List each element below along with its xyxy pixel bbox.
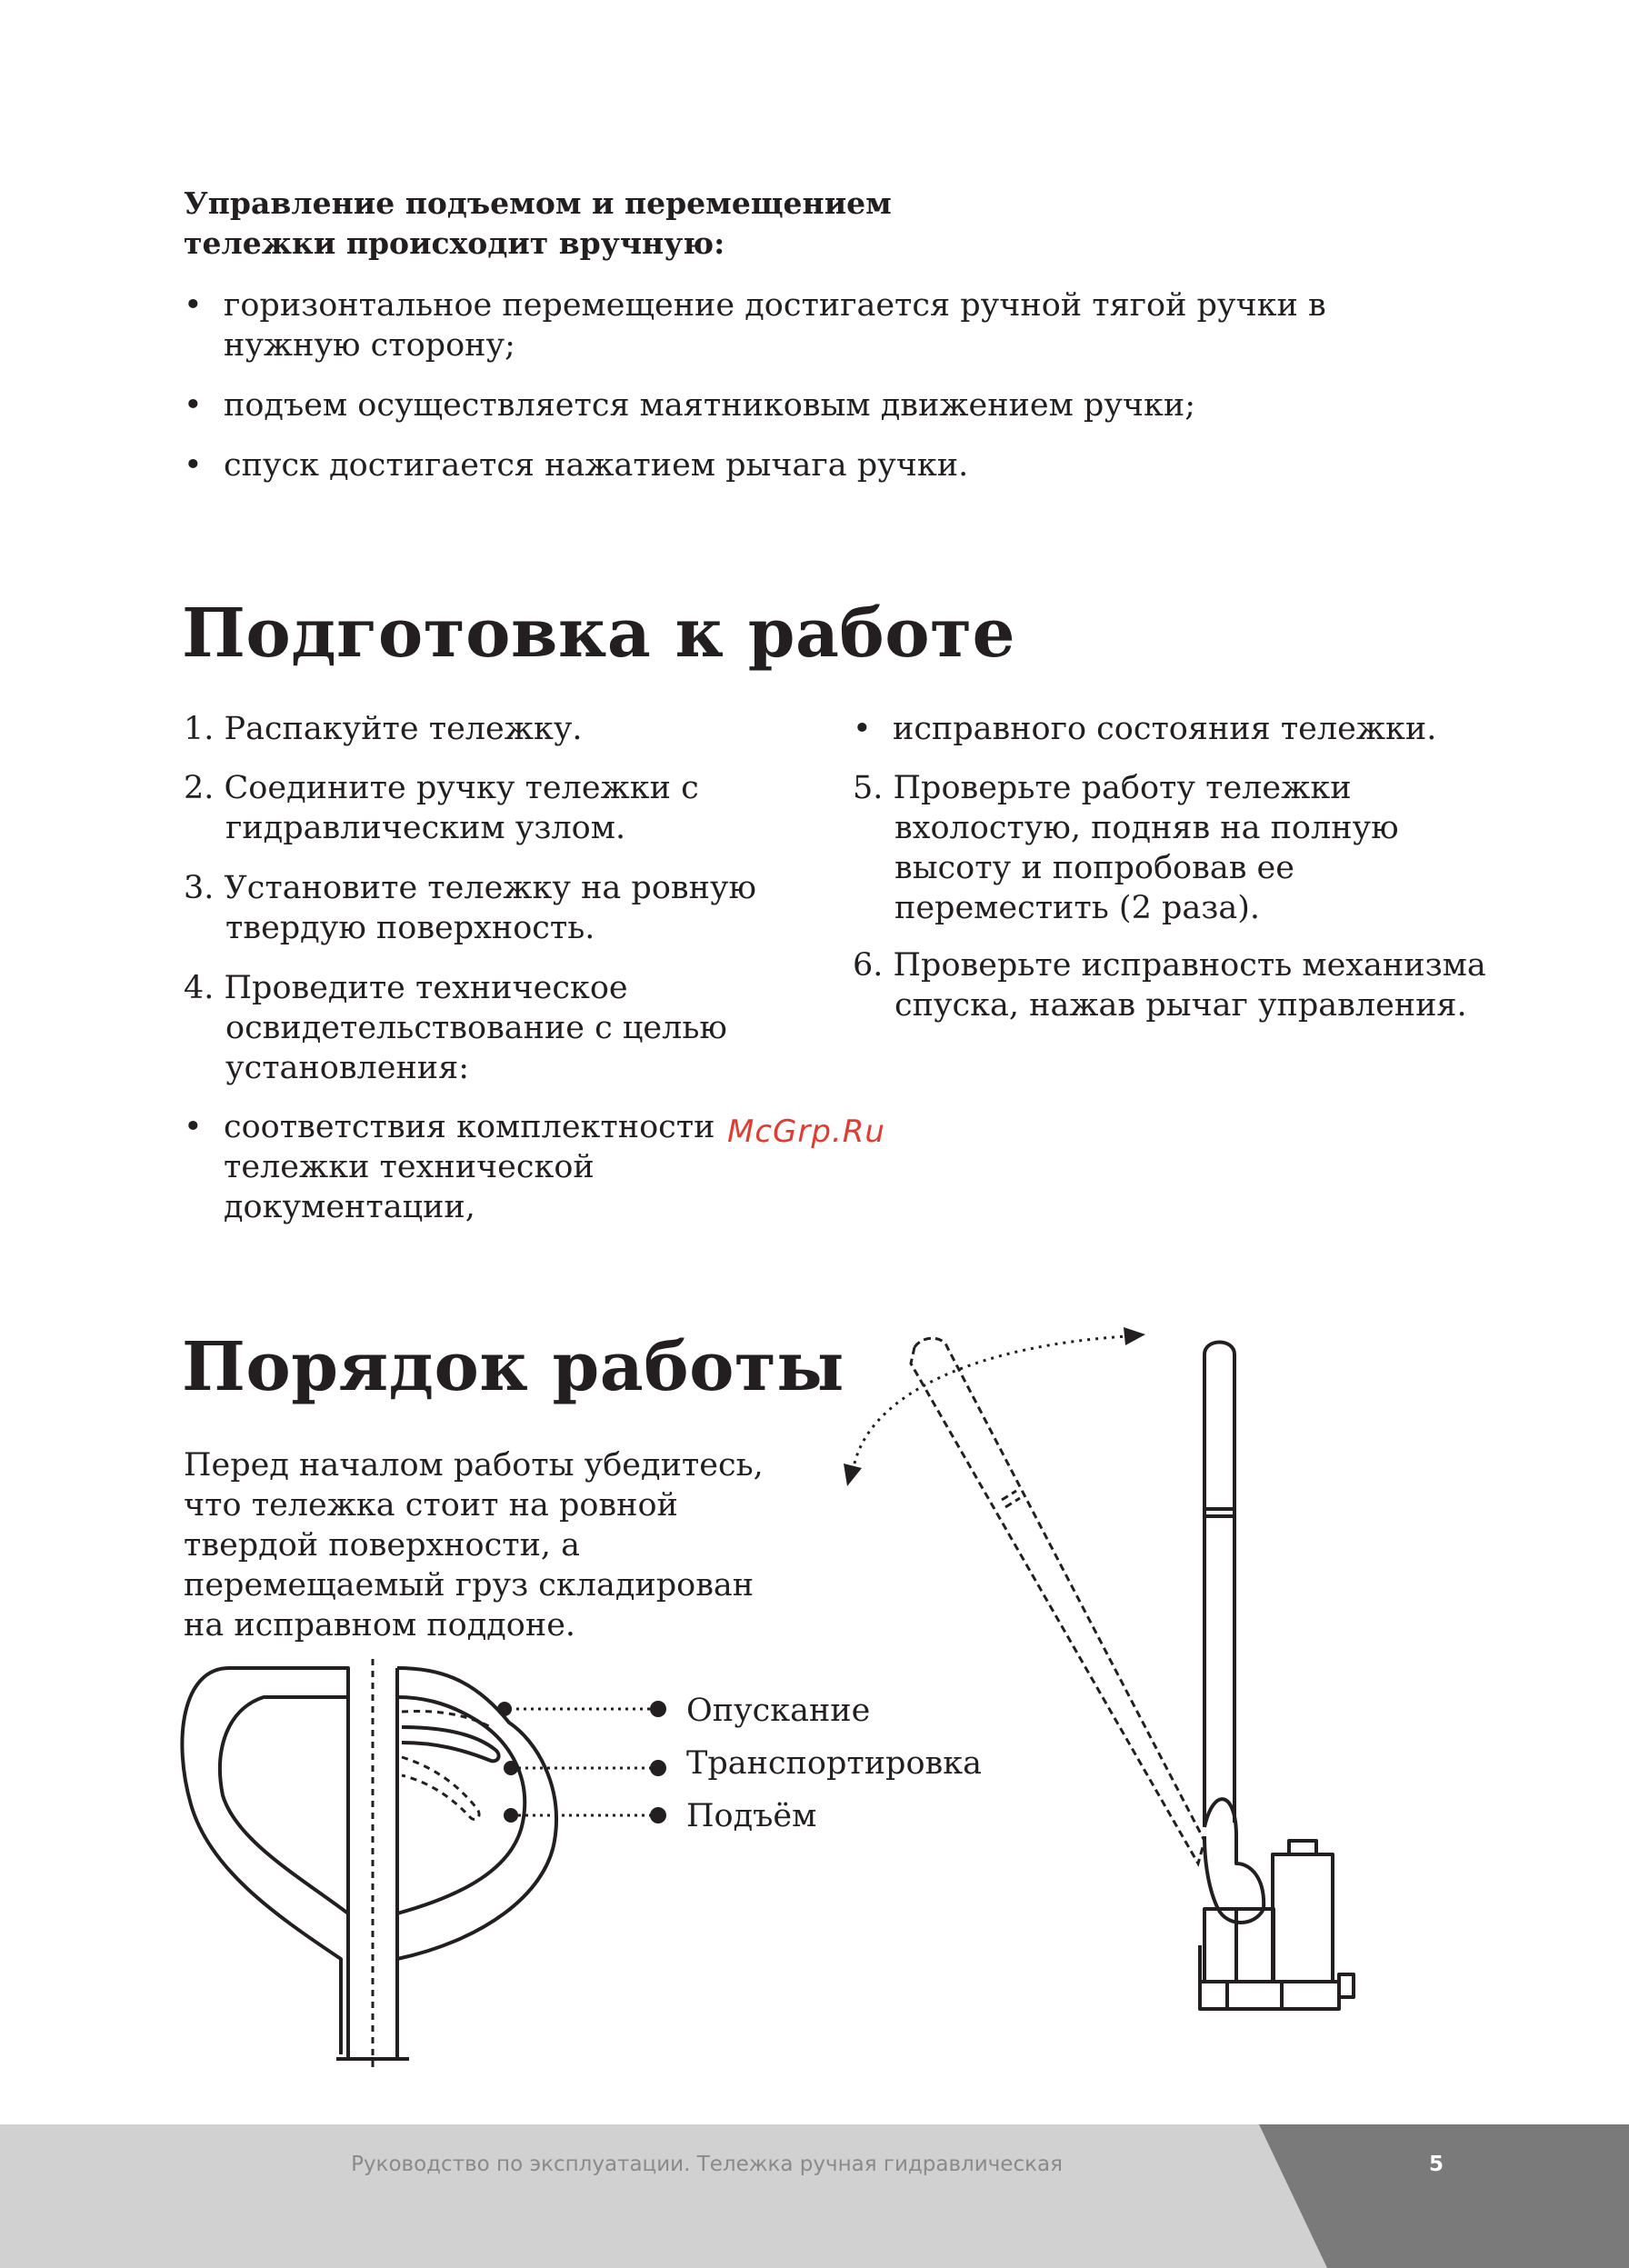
prep-step-6: 6. Проверьте исправность механизма спуска, нажав рычаг управления. — [853, 947, 1486, 1024]
operation-heading: Порядок работы — [182, 1328, 844, 1406]
pump-side-view-diagram — [836, 1327, 1418, 2036]
prep-step-1: 1. Распакуйте тележку. — [184, 711, 583, 747]
page-number: 5 — [1428, 2153, 1444, 2176]
prep-sub-bullet: • соответствия комплектности тележки технической документации, — [184, 1107, 787, 1227]
intro-title-line-2: тележки происходит вручную: — [184, 225, 725, 261]
watermark: McGrp.Ru — [727, 1114, 885, 1150]
prep-step-3: 3. Установите тележку на ровную твердую поверхность. — [184, 870, 756, 946]
preparation-heading: Подготовка к работе — [182, 594, 1016, 673]
intro-title — [184, 184, 1002, 264]
handle-outer-loop — [182, 1668, 348, 2054]
prep-step-2: 2. Соедините ручку тележки с гидравлическим узлом. — [184, 770, 699, 846]
pump-base — [1200, 1982, 1339, 2009]
legend-transport: Транспортировка — [686, 1745, 982, 1782]
handle-top-view-diagram — [164, 1641, 745, 2077]
handle-vertical — [1204, 1343, 1234, 1828]
swing-arc — [854, 1336, 1127, 1464]
lever — [402, 1727, 499, 1761]
intro-bullet: • подъем осуществляется маятниковым движением ручки; — [184, 385, 1405, 425]
handle-inner-loop-right — [397, 1697, 525, 1913]
handle-tilted-ghost — [911, 1338, 1204, 1863]
legend-lifting: Подъём — [686, 1798, 817, 1834]
intro-bullet: • горизонтальное перемещение достигается ручной тягой ручки в нужную сторону; — [184, 285, 1405, 365]
operation-paragraph: Перед началом работы убедитесь, что тележка стоит на ровной твердой поверхности, а перемещаемый груз складирован на исправном поддоне. — [184, 1447, 764, 1644]
footer-accent-shape — [0, 2124, 1629, 2268]
pump-cylinder — [1273, 1854, 1333, 1982]
prep-step-5: 5. Проверьте работу тележки вхолостую, подняв на полную высоту и попробовав ее переместить (2 раза). — [853, 770, 1399, 926]
intro-title-line-1: Управление подъемом и перемещением — [184, 185, 892, 221]
intro-bullet: • спуск достигается нажатием рычага ручки. — [184, 445, 1405, 485]
prep-step-4: 4. Проведите техническое освидетельствование с целью установления: — [184, 970, 727, 1086]
legend-lowering: Опускание — [686, 1693, 871, 1729]
prep-sub-bullet: • исправного состояния тележки. — [853, 709, 1529, 749]
footer-document-title: Руководство по эксплуатации. Тележка ручная гидравлическая — [351, 2153, 1063, 2176]
